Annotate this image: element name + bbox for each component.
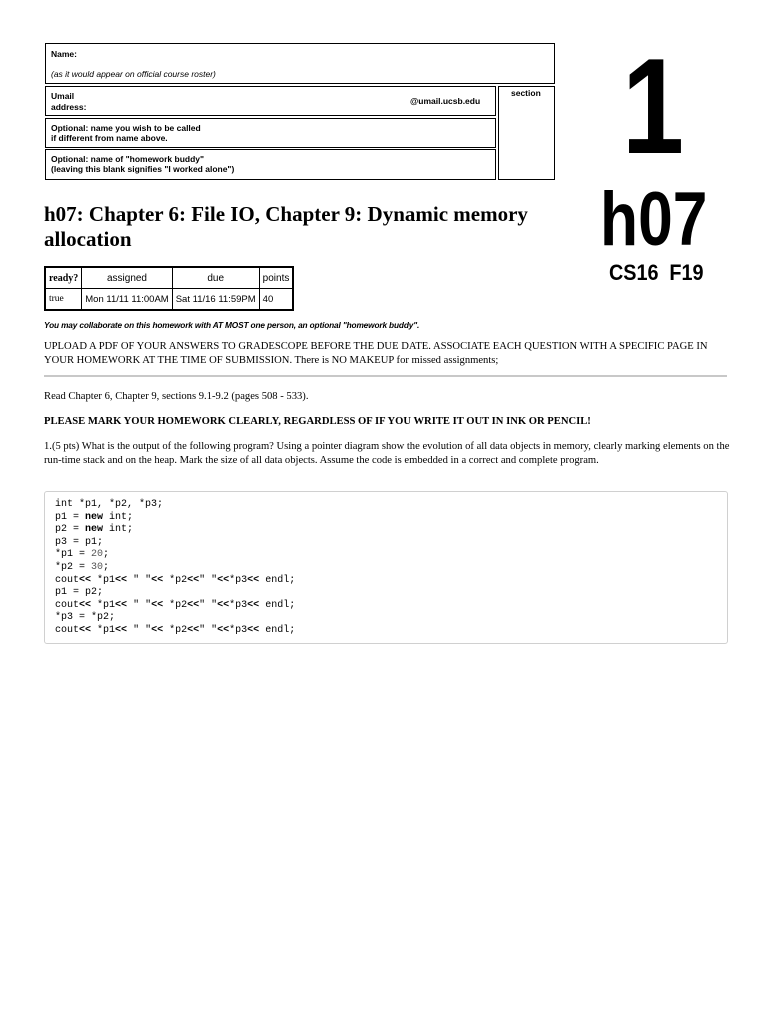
section-field[interactable]: [498, 86, 555, 180]
code-line: cout<< *p1<< " "<< *p2<<" "<<*p3<< endl;: [55, 599, 296, 611]
page-number: 1: [622, 30, 685, 182]
assignment-info-table: [44, 266, 294, 311]
code-line: cout<< *p1<< " "<< *p2<<" "<<*p3<< endl;: [55, 574, 296, 586]
preferred-name-line2: if different from name above.: [51, 133, 168, 143]
cell-ready: true: [45, 289, 82, 311]
table-header-row: [45, 267, 293, 289]
table-row: [45, 289, 293, 311]
code-line: p3 = p1;: [55, 536, 104, 548]
reading-assignment: Read Chapter 6, Chapter 9, sections 9.1-9.2 (pages 508 - 533).: [44, 391, 309, 402]
header-due: due: [172, 267, 259, 289]
cell-assigned: Mon 11/11 11:00AM: [82, 289, 172, 311]
course-label: CS16 F19: [609, 260, 704, 285]
umail-domain: @umail.ucsb.edu: [410, 96, 481, 106]
header-ready: ready?: [45, 267, 82, 289]
name-label: Name:: [51, 49, 77, 59]
code-line: p2 = new int;: [55, 524, 134, 536]
code-line: *p1 = 20;: [55, 549, 110, 561]
code-line: cout<< *p1<< " "<< *p2<<" "<<*p3<< endl;: [55, 624, 296, 636]
code-block: [44, 491, 728, 644]
buddy-line1: Optional: name of "homework buddy": [51, 154, 205, 164]
code-listing: [55, 499, 727, 638]
marking-note: PLEASE MARK YOUR HOMEWORK CLEARLY, REGARDLESS OF IF YOU WRITE IT OUT IN INK OR PENCIL!: [44, 416, 591, 427]
cell-points: 40: [259, 289, 293, 311]
header-points: points: [259, 267, 293, 289]
code-line: p1 = p2;: [55, 587, 104, 599]
code-line: *p3 = *p2;: [55, 612, 116, 624]
upload-instructions: UPLOAD A PDF OF YOUR ANSWERS TO GRADESCOPE BEFORE THE DUE DATE. ASSOCIATE EACH QUESTION WITH A SPECIFIC PAGE IN YOUR HOMEWORK AT THE TIME OF SUBMISSION. There is NO MAKEUP for missed assignments;: [44, 341, 708, 366]
cell-due: Sat 11/16 11:59PM: [172, 289, 259, 311]
divider: [44, 375, 727, 377]
umail-label-line1: Umail: [51, 91, 75, 101]
preferred-name-line1: Optional: name you wish to be called: [51, 123, 201, 133]
header-assigned: assigned: [82, 267, 172, 289]
code-line: int *p1, *p2, *p3;: [55, 499, 164, 510]
assignment-code: h07: [600, 177, 708, 262]
umail-label-line2: address:: [51, 102, 87, 112]
section-label: section: [511, 88, 541, 98]
question-1-text: 1.(5 pts) What is the output of the following program? Using a pointer diagram show the evolution of all data objects in memory, clearly marking elements on the run-time stack and on the heap. Mark the size of all data objects. Assume the code is embedded in a correct and complete program.: [44, 441, 730, 466]
code-line: *p2 = 30;: [55, 561, 110, 573]
buddy-line2: (leaving this blank signifies "I worked alone"): [51, 164, 235, 174]
code-line: p1 = new int;: [55, 511, 134, 523]
name-hint: (as it would appear on official course roster): [51, 69, 216, 79]
page-title: h07: Chapter 6: File IO, Chapter 9: Dynamic memory allocation: [44, 202, 528, 251]
collaboration-note: You may collaborate on this homework with AT MOST one person, an optional "homework buddy".: [44, 320, 420, 330]
